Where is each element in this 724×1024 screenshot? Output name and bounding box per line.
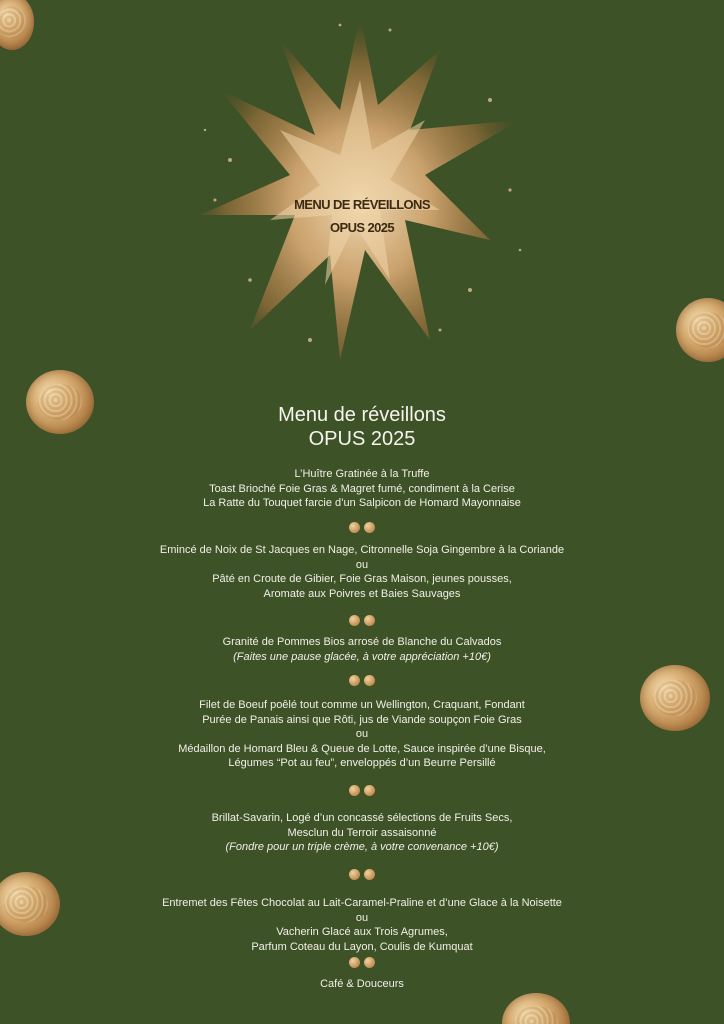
course-line: Café & Douceurs [320,978,404,990]
gold-dot-decoration [0,0,34,50]
course-line: Pâté en Croute de Gibier, Foie Gras Maison, jeunes pousses, [212,573,512,585]
course-block [0,467,724,511]
splash-title-line2: OPUS 2025 [330,220,394,235]
course-line: La Ratte du Touquet farcie d’un Salpicon de Homard Mayonnaise [203,497,521,509]
gold-dots-separator [347,522,377,534]
course-note: (Fondre pour un triple crème, à votre convenance +10€) [225,841,499,853]
splash-title-line1: MENU DE RÉVEILLONS [294,197,430,212]
course-block [0,811,724,855]
menu-title-line2: OPUS 2025 [308,428,416,450]
gold-dots-separator [347,675,377,687]
course-block [0,698,724,771]
menu-header [0,403,724,451]
course-line: Médaillon de Homard Bleu & Queue de Lotte, Sauce inspirée d’une Bisque, [178,742,546,755]
gold-dots-separator [347,957,377,969]
course-line: Aromate aux Poivres et Baies Sauvages [263,587,461,600]
menu-title-line1: Menu de réveillons [278,404,446,426]
course-block [0,896,724,954]
course-line: Emincé de Noix de St Jacques en Nage, Citronnelle Soja Gingembre à la Coriande [159,544,565,556]
course-line: Entremet des Fêtes Chocolat au Lait-Caramel-Praline et d’une Glace à la Noisette [162,897,562,909]
gold-dots-separator [347,869,377,881]
course-line: ou [355,911,369,924]
course-line: L’Huître Gratinée à la Truffe [294,468,430,480]
course-block [0,635,724,664]
course-line: Vacherin Glacé aux Trois Agrumes, [276,926,448,938]
gold-dots-separator [347,615,377,627]
course-line: ou [355,558,369,571]
gold-dots-separator [347,785,377,797]
course-line: Mesclun du Terroir assaisonné [287,826,437,839]
gold-dot-decoration [502,993,570,1024]
splash-title [200,193,524,239]
course-block [0,543,724,601]
course-line: Légumes “Pot au feu”, enveloppés d’un Beurre Persillé [228,757,496,769]
course-line: Filet de Boeuf poêlé tout comme un Wellington, Craquant, Fondant [199,699,525,711]
course-line: Granité de Pommes Bios arrosé de Blanche du Calvados [222,636,502,648]
gold-splash-illustration [190,10,530,370]
course-line: ou [355,728,369,740]
course-line: Brillat-Savarin, Logé d’un concassé sélections de Fruits Secs, [211,812,513,824]
course-line: Parfum Coteau du Layon, Coulis de Kumquat [251,940,473,953]
course-block [0,977,724,992]
course-line: Toast Brioché Foie Gras & Magret fumé, condiment à la Cerise [209,482,515,495]
course-line: Purée de Panais ainsi que Rôti, jus de Viande soupçon Foie Gras [202,713,522,726]
gold-dot-decoration [676,298,724,362]
course-note: (Faites une pause glacée, à votre appréciation +10€) [233,650,491,663]
